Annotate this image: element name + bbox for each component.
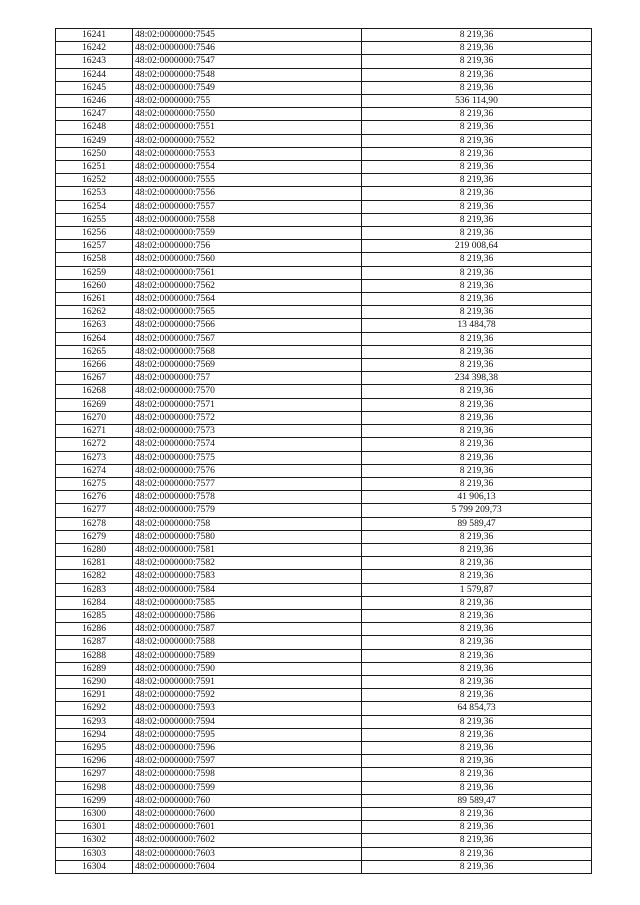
table-row [56,675,592,688]
table-row [56,649,592,662]
row-number-cell: 16276 [56,491,133,504]
cadastral-value-cell: 8 219,36 [362,213,592,226]
cadastral-value-cell: 8 219,36 [362,81,592,94]
cadastral-value-cell: 8 219,36 [362,134,592,147]
cadastral-number-cell: 48:02:0000000:7604 [133,860,362,873]
row-number-cell: 16280 [56,543,133,556]
table-row [56,42,592,55]
table-row [56,715,592,728]
table-row [56,306,592,319]
cadastral-value-cell: 8 219,36 [362,200,592,213]
cadastral-value-cell: 8 219,36 [362,596,592,609]
row-number-cell: 16245 [56,81,133,94]
cadastral-value-cell: 8 219,36 [362,147,592,160]
cadastral-value-cell: 8 219,36 [362,279,592,292]
cadastral-value-cell: 1 579,87 [362,583,592,596]
row-number-cell: 16256 [56,227,133,240]
cadastral-value-cell: 8 219,36 [362,174,592,187]
cadastral-number-cell: 48:02:0000000:7603 [133,847,362,860]
table-row [56,821,592,834]
cadastral-value-cell: 8 219,36 [362,834,592,847]
cadastral-number-cell: 48:02:0000000:7557 [133,200,362,213]
table-row [56,29,592,42]
row-number-cell: 16259 [56,266,133,279]
cadastral-number-cell: 48:02:0000000:7588 [133,636,362,649]
cadastral-value-cell: 8 219,36 [362,557,592,570]
cadastral-value-cell: 8 219,36 [362,570,592,583]
row-number-cell: 16250 [56,147,133,160]
cadastral-value-table [55,28,592,874]
cadastral-number-cell: 48:02:0000000:7564 [133,293,362,306]
table-row [56,636,592,649]
row-number-cell: 16268 [56,385,133,398]
cadastral-value-cell: 8 219,36 [362,623,592,636]
cadastral-value-cell: 5 799 209,73 [362,504,592,517]
row-number-cell: 16304 [56,860,133,873]
row-number-cell: 16295 [56,741,133,754]
cadastral-number-cell: 48:02:0000000:7586 [133,609,362,622]
table-row [56,596,592,609]
row-number-cell: 16294 [56,728,133,741]
row-number-cell: 16289 [56,662,133,675]
cadastral-number-cell: 48:02:0000000:7585 [133,596,362,609]
table-row [56,134,592,147]
row-number-cell: 16281 [56,557,133,570]
cadastral-value-cell: 8 219,36 [362,477,592,490]
cadastral-value-cell: 89 589,47 [362,517,592,530]
cadastral-number-cell: 48:02:0000000:7591 [133,675,362,688]
row-number-cell: 16261 [56,293,133,306]
row-number-cell: 16274 [56,464,133,477]
table-row [56,438,592,451]
table-row [56,860,592,873]
table-row [56,781,592,794]
cadastral-value-cell: 8 219,36 [362,847,592,860]
row-number-cell: 16283 [56,583,133,596]
row-number-cell: 16286 [56,623,133,636]
cadastral-value-cell: 89 589,47 [362,794,592,807]
cadastral-number-cell: 48:02:0000000:7593 [133,702,362,715]
cadastral-value-cell: 8 219,36 [362,464,592,477]
cadastral-number-cell: 48:02:0000000:7560 [133,253,362,266]
cadastral-value-cell: 8 219,36 [362,860,592,873]
table-row [56,425,592,438]
table-row [56,834,592,847]
table-row [56,319,592,332]
cadastral-value-cell: 8 219,36 [362,359,592,372]
table-row [56,121,592,134]
row-number-cell: 16287 [56,636,133,649]
cadastral-value-cell: 8 219,36 [362,768,592,781]
cadastral-value-cell: 8 219,36 [362,411,592,424]
cadastral-value-cell: 8 219,36 [362,609,592,622]
cadastral-value-cell: 8 219,36 [362,187,592,200]
row-number-cell: 16302 [56,834,133,847]
table-row [56,266,592,279]
table-row [56,398,592,411]
row-number-cell: 16241 [56,29,133,42]
table-row [56,609,592,622]
table-row [56,161,592,174]
cadastral-number-cell: 48:02:0000000:7568 [133,345,362,358]
table-row [56,728,592,741]
row-number-cell: 16284 [56,596,133,609]
table-row [56,345,592,358]
cadastral-value-cell: 8 219,36 [362,398,592,411]
cadastral-number-cell: 48:02:0000000:7550 [133,108,362,121]
row-number-cell: 16263 [56,319,133,332]
cadastral-value-cell: 8 219,36 [362,385,592,398]
row-number-cell: 16242 [56,42,133,55]
table-row [56,227,592,240]
table-row [56,530,592,543]
cadastral-value-cell: 8 219,36 [362,121,592,134]
table-row [56,570,592,583]
cadastral-number-cell: 48:02:0000000:760 [133,794,362,807]
cadastral-number-cell: 48:02:0000000:7602 [133,834,362,847]
cadastral-number-cell: 48:02:0000000:7554 [133,161,362,174]
table-row [56,147,592,160]
row-number-cell: 16246 [56,95,133,108]
row-number-cell: 16247 [56,108,133,121]
row-number-cell: 16264 [56,332,133,345]
cadastral-number-cell: 48:02:0000000:7598 [133,768,362,781]
cadastral-value-cell: 8 219,36 [362,425,592,438]
row-number-cell: 16279 [56,530,133,543]
cadastral-value-cell: 8 219,36 [362,55,592,68]
table-row [56,583,592,596]
row-number-cell: 16277 [56,504,133,517]
cadastral-value-cell: 8 219,36 [362,29,592,42]
cadastral-value-cell: 8 219,36 [362,649,592,662]
cadastral-value-cell: 8 219,36 [362,68,592,81]
row-number-cell: 16272 [56,438,133,451]
cadastral-number-cell: 48:02:0000000:7559 [133,227,362,240]
cadastral-number-cell: 48:02:0000000:7548 [133,68,362,81]
row-number-cell: 16249 [56,134,133,147]
row-number-cell: 16243 [56,55,133,68]
cadastral-number-cell: 48:02:0000000:7566 [133,319,362,332]
cadastral-number-cell: 48:02:0000000:7579 [133,504,362,517]
table-row [56,359,592,372]
cadastral-number-cell: 48:02:0000000:7556 [133,187,362,200]
table-row [56,372,592,385]
cadastral-value-cell: 8 219,36 [362,293,592,306]
cadastral-value-cell: 8 219,36 [362,332,592,345]
cadastral-number-cell: 48:02:0000000:7583 [133,570,362,583]
cadastral-value-cell: 8 219,36 [362,662,592,675]
cadastral-number-cell: 48:02:0000000:7555 [133,174,362,187]
row-number-cell: 16258 [56,253,133,266]
cadastral-number-cell: 48:02:0000000:7545 [133,29,362,42]
cadastral-value-cell: 8 219,36 [362,821,592,834]
cadastral-number-cell: 48:02:0000000:7562 [133,279,362,292]
cadastral-number-cell: 48:02:0000000:7569 [133,359,362,372]
row-number-cell: 16260 [56,279,133,292]
cadastral-value-cell: 8 219,36 [362,543,592,556]
cadastral-value-cell: 8 219,36 [362,438,592,451]
table-row [56,108,592,121]
cadastral-number-cell: 48:02:0000000:7576 [133,464,362,477]
cadastral-number-cell: 48:02:0000000:7594 [133,715,362,728]
cadastral-number-cell: 48:02:0000000:7587 [133,623,362,636]
row-number-cell: 16255 [56,213,133,226]
table-row [56,477,592,490]
table-row [56,293,592,306]
row-number-cell: 16253 [56,187,133,200]
table-row [56,332,592,345]
cadastral-number-cell: 48:02:0000000:7577 [133,477,362,490]
row-number-cell: 16299 [56,794,133,807]
table-row [56,68,592,81]
cadastral-number-cell: 48:02:0000000:7575 [133,451,362,464]
table-row [56,55,592,68]
cadastral-value-cell: 13 484,78 [362,319,592,332]
row-number-cell: 16273 [56,451,133,464]
cadastral-number-cell: 48:02:0000000:758 [133,517,362,530]
table-row [56,464,592,477]
cadastral-number-cell: 48:02:0000000:7592 [133,689,362,702]
table-row [56,689,592,702]
table-row [56,504,592,517]
row-number-cell: 16262 [56,306,133,319]
table-row [56,253,592,266]
cadastral-number-cell: 48:02:0000000:7600 [133,807,362,820]
row-number-cell: 16301 [56,821,133,834]
cadastral-number-cell: 48:02:0000000:7595 [133,728,362,741]
row-number-cell: 16244 [56,68,133,81]
table-row [56,187,592,200]
row-number-cell: 16300 [56,807,133,820]
table-row [56,807,592,820]
cadastral-number-cell: 48:02:0000000:7596 [133,741,362,754]
row-number-cell: 16251 [56,161,133,174]
cadastral-number-cell: 48:02:0000000:7590 [133,662,362,675]
row-number-cell: 16254 [56,200,133,213]
table-row [56,213,592,226]
cadastral-number-cell: 48:02:0000000:7599 [133,781,362,794]
row-number-cell: 16297 [56,768,133,781]
cadastral-number-cell: 48:02:0000000:7573 [133,425,362,438]
cadastral-number-cell: 48:02:0000000:7574 [133,438,362,451]
table-row [56,847,592,860]
cadastral-number-cell: 48:02:0000000:7584 [133,583,362,596]
cadastral-value-cell: 8 219,36 [362,675,592,688]
row-number-cell: 16290 [56,675,133,688]
table-row [56,557,592,570]
row-number-cell: 16269 [56,398,133,411]
cadastral-number-cell: 48:02:0000000:7558 [133,213,362,226]
cadastral-value-cell: 8 219,36 [362,345,592,358]
table-row [56,517,592,530]
cadastral-value-cell: 41 906,13 [362,491,592,504]
table-row [56,174,592,187]
cadastral-value-cell: 8 219,36 [362,108,592,121]
cadastral-number-cell: 48:02:0000000:7561 [133,266,362,279]
cadastral-value-cell: 8 219,36 [362,636,592,649]
table-row [56,662,592,675]
table-row [56,768,592,781]
cadastral-number-cell: 48:02:0000000:7546 [133,42,362,55]
cadastral-number-cell: 48:02:0000000:7578 [133,491,362,504]
row-number-cell: 16270 [56,411,133,424]
cadastral-value-cell: 8 219,36 [362,253,592,266]
row-number-cell: 16288 [56,649,133,662]
row-number-cell: 16278 [56,517,133,530]
table-row [56,451,592,464]
cadastral-value-cell: 8 219,36 [362,530,592,543]
table-row [56,702,592,715]
cadastral-value-cell: 8 219,36 [362,781,592,794]
cadastral-value-cell: 8 219,36 [362,755,592,768]
table-body [56,29,592,874]
cadastral-number-cell: 48:02:0000000:7580 [133,530,362,543]
cadastral-value-cell: 234 398,38 [362,372,592,385]
cadastral-value-cell: 8 219,36 [362,306,592,319]
cadastral-number-cell: 48:02:0000000:7601 [133,821,362,834]
table-row [56,794,592,807]
row-number-cell: 16296 [56,755,133,768]
cadastral-value-cell: 8 219,36 [362,741,592,754]
row-number-cell: 16293 [56,715,133,728]
row-number-cell: 16291 [56,689,133,702]
cadastral-number-cell: 48:02:0000000:7565 [133,306,362,319]
cadastral-value-cell: 8 219,36 [362,161,592,174]
table-row [56,755,592,768]
cadastral-value-cell: 64 854,73 [362,702,592,715]
table-row [56,279,592,292]
cadastral-value-cell: 8 219,36 [362,728,592,741]
cadastral-number-cell: 48:02:0000000:7572 [133,411,362,424]
row-number-cell: 16275 [56,477,133,490]
cadastral-number-cell: 48:02:0000000:7571 [133,398,362,411]
table-row [56,385,592,398]
cadastral-number-cell: 48:02:0000000:7581 [133,543,362,556]
cadastral-number-cell: 48:02:0000000:7597 [133,755,362,768]
cadastral-value-cell: 8 219,36 [362,715,592,728]
cadastral-number-cell: 48:02:0000000:755 [133,95,362,108]
cadastral-number-cell: 48:02:0000000:756 [133,240,362,253]
table-row [56,411,592,424]
cadastral-number-cell: 48:02:0000000:7582 [133,557,362,570]
cadastral-value-cell: 8 219,36 [362,266,592,279]
table-row [56,240,592,253]
cadastral-number-cell: 48:02:0000000:7552 [133,134,362,147]
cadastral-number-cell: 48:02:0000000:7589 [133,649,362,662]
table-row [56,200,592,213]
row-number-cell: 16248 [56,121,133,134]
row-number-cell: 16271 [56,425,133,438]
cadastral-number-cell: 48:02:0000000:7551 [133,121,362,134]
row-number-cell: 16292 [56,702,133,715]
row-number-cell: 16257 [56,240,133,253]
cadastral-value-cell: 8 219,36 [362,227,592,240]
cadastral-number-cell: 48:02:0000000:757 [133,372,362,385]
row-number-cell: 16266 [56,359,133,372]
cadastral-number-cell: 48:02:0000000:7570 [133,385,362,398]
cadastral-value-cell: 8 219,36 [362,807,592,820]
table-row [56,543,592,556]
cadastral-value-cell: 8 219,36 [362,451,592,464]
cadastral-number-cell: 48:02:0000000:7549 [133,81,362,94]
table-row [56,741,592,754]
table-row [56,81,592,94]
cadastral-value-cell: 219 008,64 [362,240,592,253]
cadastral-value-cell: 536 114,90 [362,95,592,108]
row-number-cell: 16282 [56,570,133,583]
cadastral-number-cell: 48:02:0000000:7567 [133,332,362,345]
cadastral-number-cell: 48:02:0000000:7553 [133,147,362,160]
cadastral-value-cell: 8 219,36 [362,689,592,702]
row-number-cell: 16285 [56,609,133,622]
cadastral-number-cell: 48:02:0000000:7547 [133,55,362,68]
table-row [56,491,592,504]
row-number-cell: 16265 [56,345,133,358]
row-number-cell: 16252 [56,174,133,187]
row-number-cell: 16298 [56,781,133,794]
table-row [56,95,592,108]
row-number-cell: 16303 [56,847,133,860]
cadastral-value-cell: 8 219,36 [362,42,592,55]
row-number-cell: 16267 [56,372,133,385]
table-row [56,623,592,636]
